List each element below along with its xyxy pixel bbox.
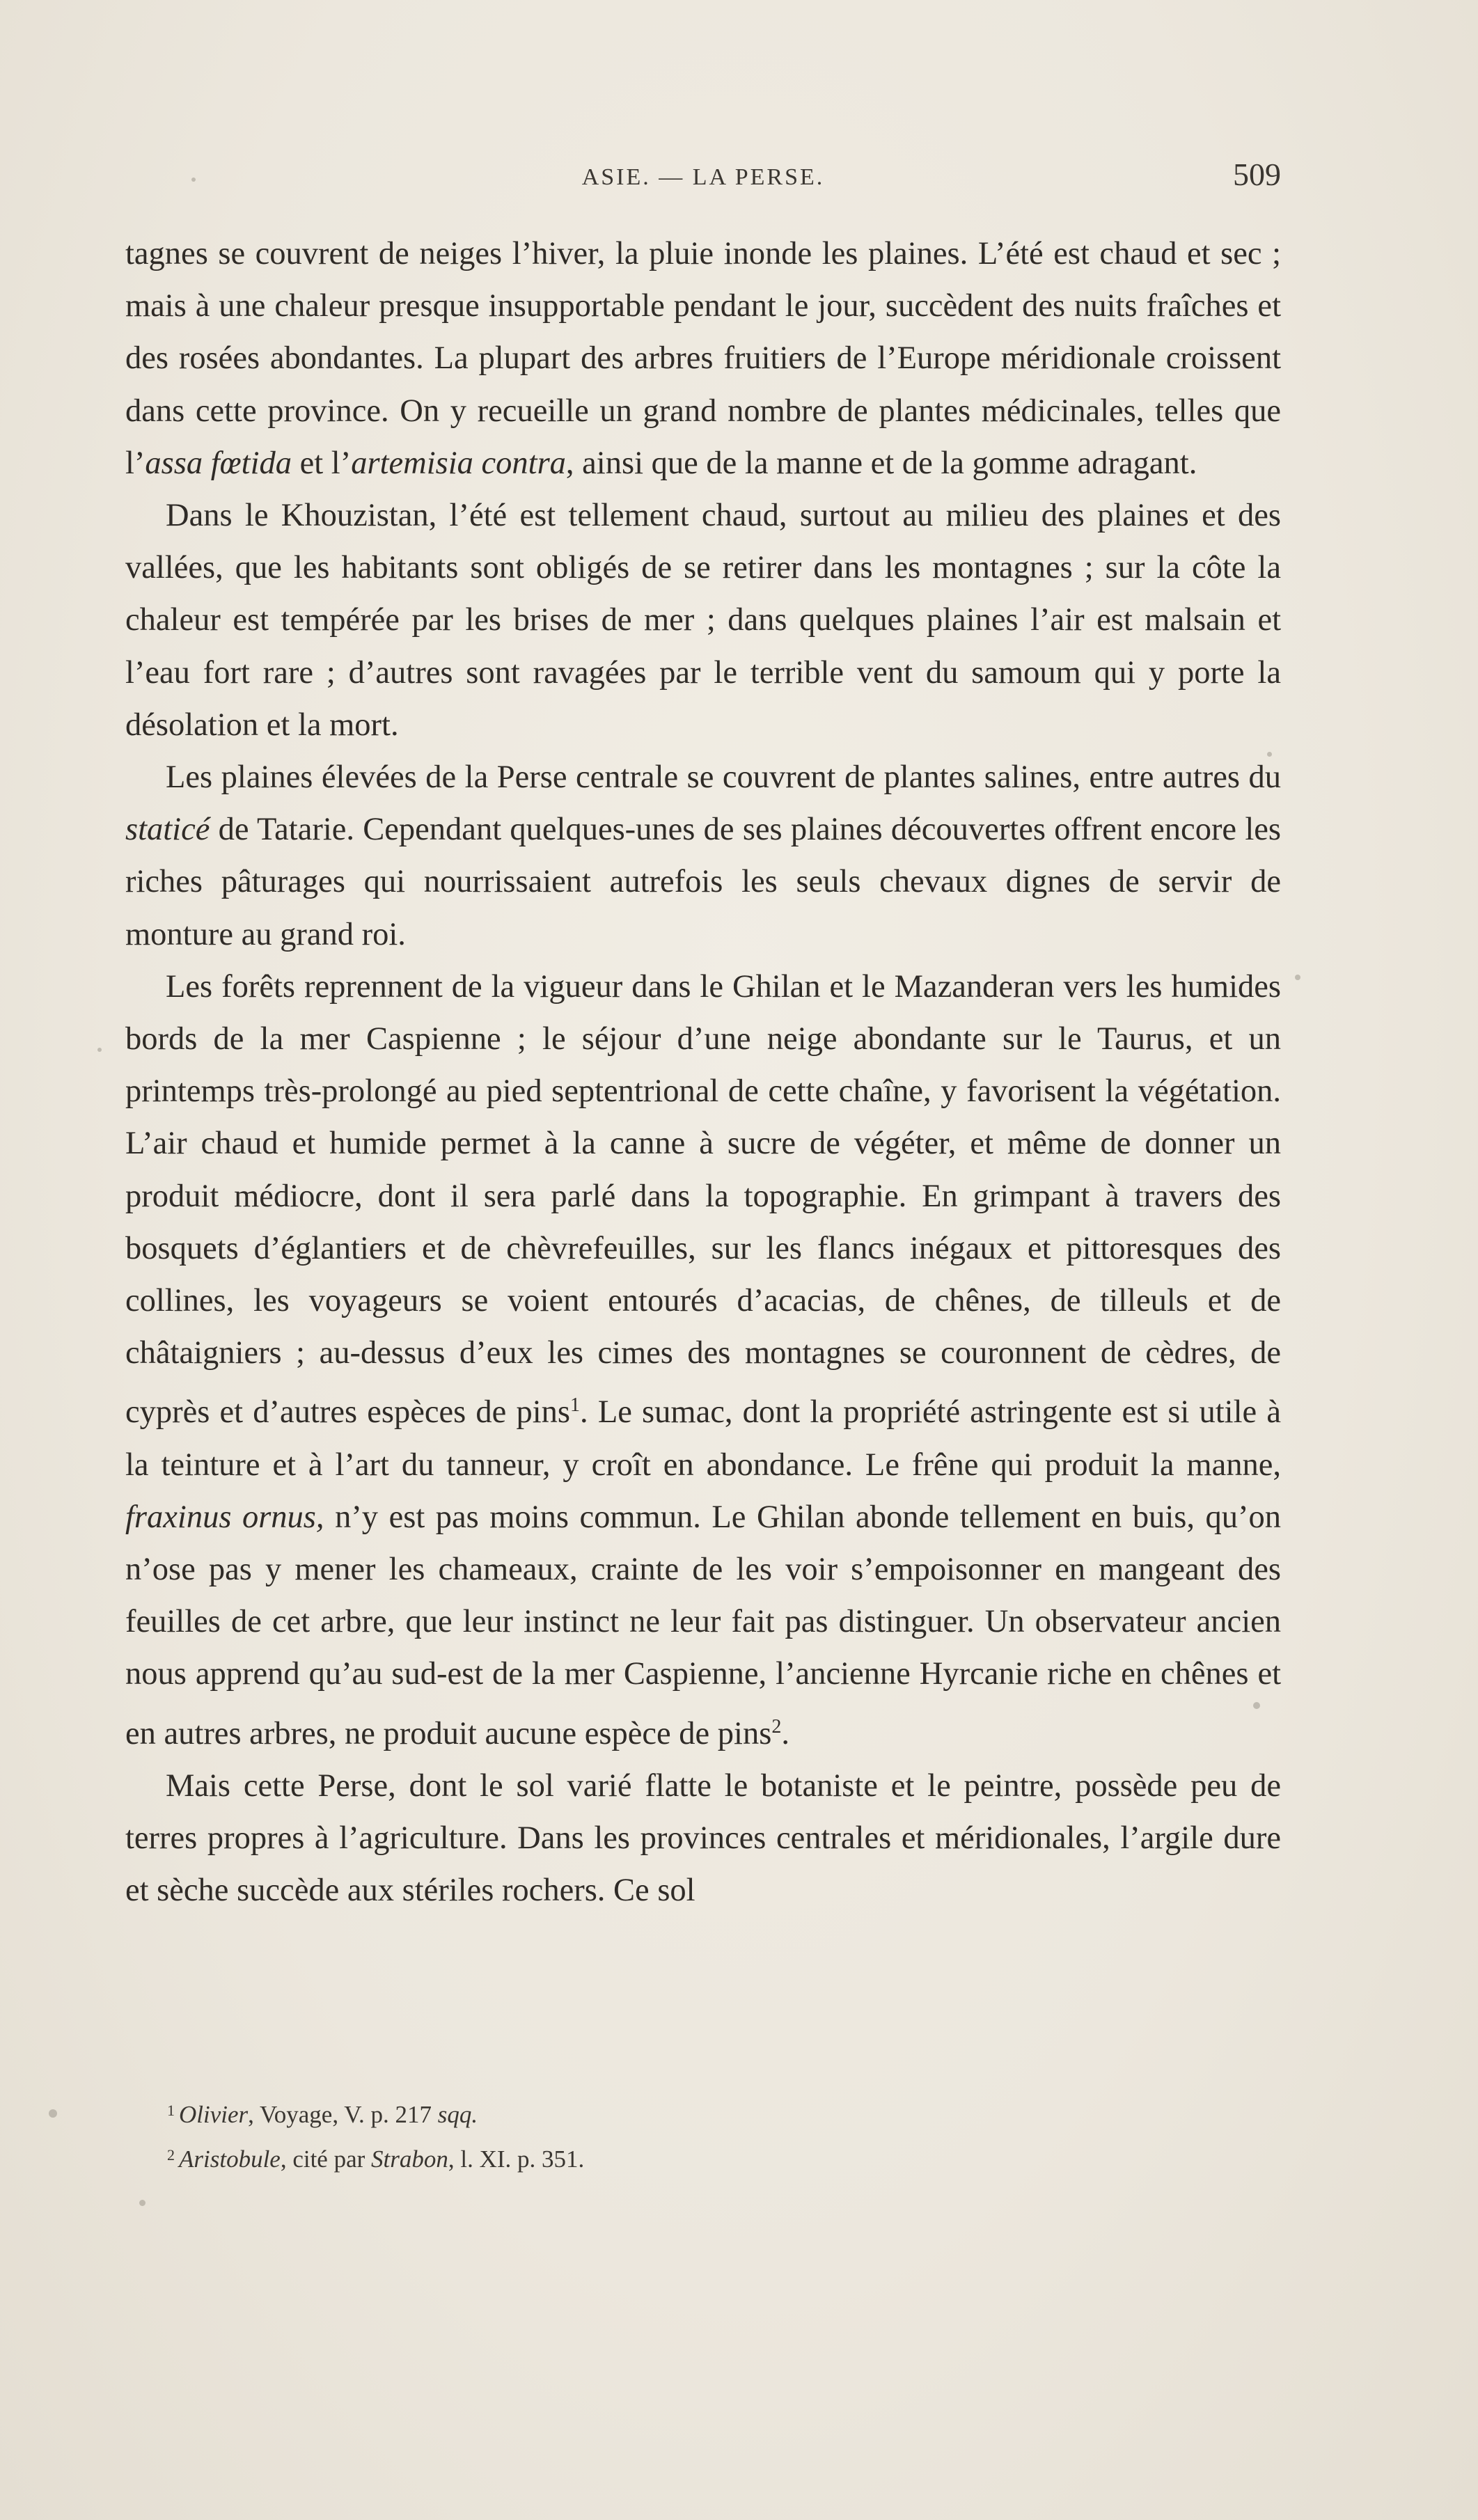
text-run: Dans le Khouzistan, l’été est tellement chaud, surtout au milieu des plaines et des vallées, que les habitants sont obligés de se retirer dans les montagnes ; sur la côte la chaleur est tempérée par les brises de mer ; dans quelques plaines l’air est malsain et l’eau fort rare ; d’autres sont ravagées par le terrible vent du samoum qui y porte la désolation et la mort. <box>125 498 1281 743</box>
text-run: , Voyage, V. p. 217 <box>248 2101 438 2128</box>
paper-speck <box>1253 1702 1260 1709</box>
text-run: de Tatarie. Cependant quelques-unes de ses plaines découvertes offrent encore les riches pâturages qui nourrissaient autrefois les seuls chevaux dignes de servir de monture au grand roi. <box>125 812 1281 952</box>
text-run: , cité par <box>280 2145 372 2173</box>
footnote-mark: 1 <box>167 2102 175 2119</box>
italic-text: assa fœtida <box>145 445 292 481</box>
page-number: 509 <box>1233 157 1281 192</box>
footnote-reference: 2 <box>771 1715 782 1738</box>
paper-speck <box>1295 975 1300 980</box>
paragraph <box>125 489 1281 751</box>
italic-text: fraxinus ornus, <box>125 1499 324 1535</box>
paper-speck <box>191 178 196 182</box>
italic-text: Strabon <box>371 2145 448 2173</box>
italic-text: Olivier <box>179 2101 249 2128</box>
paper-speck <box>97 1048 102 1052</box>
paragraph <box>125 1760 1281 1917</box>
italic-text: artemisia contra <box>351 445 566 481</box>
text-run: et l’ <box>292 445 352 481</box>
paper-speck <box>49 2109 57 2118</box>
footnote <box>167 2090 1211 2135</box>
text-run: , ainsi que de la manne et de la gomme adragant. <box>565 445 1197 481</box>
text-run: Les forêts reprennent de la vigueur dans le Ghilan et le Mazanderan vers les humides bords de la mer Caspienne ; le séjour d’une neige abondante sur le Taurus, et un printemps très-prolongé au pied septentrional de cette chaîne, y favorisent la végétation. L’air chaud et humide permet à la canne à sucre de végéter, et même de donner un produit médiocre, dont il sera parlé dans la topographie. En grimpant à travers des bosquets d’églantiers et de chèvrefeuilles, sur les flancs inégaux et pittoresques des collines, les voyageurs se voient entourés d’acacias, de chênes, de tilleuls et de châtaigniers ; au-dessus d’eux les cimes des montagnes se couronnent de cèdres, de cyprès et d’autres espèces de pins <box>125 968 1281 1431</box>
paragraph <box>125 961 1281 1760</box>
text-run: . <box>781 1715 789 1751</box>
text-run: , l. XI. p. 351. <box>448 2145 585 2173</box>
footnotes <box>167 2090 1211 2180</box>
page-header <box>125 152 1281 194</box>
paragraph <box>125 228 1281 489</box>
italic-text: sqq. <box>437 2101 478 2128</box>
body-text <box>125 228 1281 1917</box>
italic-text: Aristobule <box>179 2145 281 2173</box>
text-run: Les plaines élevées de la Perse centrale se couvrent de plantes salines, entre autres du <box>166 759 1281 796</box>
text-run: Mais cette Perse, dont le sol varié flatte le botaniste et le peintre, possède peu de terres propres à l’agriculture. Dans les provinces centrales et méridionales, l’argile dure et sèche succède aux stériles rochers. Ce sol <box>125 1767 1281 1909</box>
footnote-reference: 1 <box>570 1394 581 1417</box>
italic-text: staticé <box>125 812 210 848</box>
paper-speck <box>139 2200 146 2206</box>
text-run: . Le sumac, dont la propriété astringente est si utile à la teinture et à l’art du tanneur, y croît en abondance. Le frêne qui produit la manne, <box>125 1394 1281 1483</box>
footnote-mark: 2 <box>167 2146 175 2164</box>
running-head: ASIE. — LA PERSE. <box>581 164 825 190</box>
paper-speck <box>1267 752 1272 757</box>
text-run: tagnes se couvrent de neiges l’hiver, la pluie inonde les plaines. L’été est chaud et sec ; mais à une chaleur presque insupportable pendant le jour, succèdent des nuits fraîches et des rosées abondantes. La plupart des arbres fruitiers de l’Europe méridionale croissent dans cette province. On y recueille un grand nombre de plantes médicinales, telles que l’ <box>125 236 1281 481</box>
paragraph <box>125 751 1281 961</box>
footnote <box>167 2135 1211 2180</box>
text-run: n’y est pas moins commun. Le Ghilan abonde tellement en buis, qu’on n’ose pas y mener les chameaux, crainte de les voir s’empoisonner en mangeant des feuilles de cet arbre, que leur instinct ne leur fait pas distinguer. Un observateur ancien nous apprend qu’au sud-est de la mer Caspienne, l’ancienne Hyrcanie riche en chênes et en autres arbres, ne produit aucune espèce de pins <box>125 1499 1281 1751</box>
